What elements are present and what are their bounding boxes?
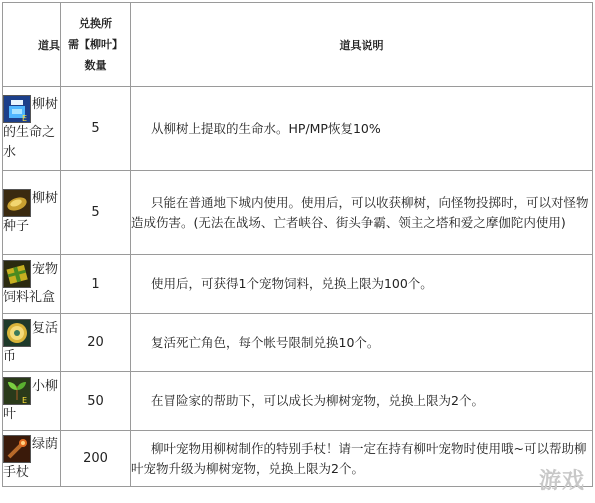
header-qty — [61, 3, 131, 87]
seed-icon — [3, 189, 31, 217]
item-name-cell — [3, 87, 61, 171]
site-watermark: 游戏 — [538, 469, 585, 494]
table-row — [3, 171, 593, 255]
item-qty: 5 — [61, 87, 131, 171]
item-name-cell — [3, 314, 61, 372]
header-row — [3, 3, 593, 87]
item-qty: 1 — [61, 255, 131, 314]
item-name: 柳树种子 — [3, 190, 59, 234]
item-desc — [131, 314, 593, 372]
item-name-cell — [3, 171, 61, 255]
table-row — [3, 372, 593, 431]
item-qty: 200 — [61, 431, 131, 487]
item-qty: 20 — [61, 314, 131, 372]
item-exchange-table — [2, 2, 593, 487]
svg-text:E: E — [22, 396, 28, 404]
header-qty-line3: 数量 — [84, 59, 107, 72]
item-desc-text: 从柳树上提取的生命水。HP/MP恢复10% — [151, 120, 381, 136]
item-name-cell — [3, 255, 61, 314]
item-name-cell — [3, 372, 61, 431]
header-desc: 道具说明 — [131, 3, 593, 87]
blue-potion-icon — [3, 95, 31, 123]
item-name: 复活币 — [3, 320, 59, 364]
item-qty: 50 — [61, 372, 131, 431]
item-qty: 5 — [61, 171, 131, 255]
item-desc-text: 柳叶宠物用柳树制作的特别手杖！请一定在持有柳叶宠物时使用哦~可以帮助柳叶宠物升级为柳树宠物，兑换上限为2个。 — [131, 440, 587, 476]
item-desc — [131, 171, 593, 255]
item-desc — [131, 87, 593, 171]
item-desc-text: 使用后，可获得1个宠物饲料，兑换上限为100个。 — [151, 276, 433, 291]
item-desc — [131, 431, 593, 487]
coin-icon — [3, 319, 31, 347]
header-qty-line1: 兑换所 — [79, 17, 112, 30]
staff-icon — [3, 435, 31, 463]
item-desc — [131, 372, 593, 431]
item-desc-text: 在冒险家的帮助下，可以成长为柳树宠物，兑换上限为2个。 — [151, 393, 484, 408]
gift-box-icon — [3, 260, 31, 288]
item-name-cell — [3, 431, 61, 487]
item-name: 小柳叶 — [3, 379, 59, 422]
item-name: 宠物饲料礼盒 — [3, 262, 59, 305]
item-desc — [131, 255, 593, 314]
svg-text:E: E — [22, 113, 28, 122]
header-item: 道具 — [3, 3, 61, 87]
item-name: 绿荫手杖 — [3, 436, 59, 480]
table-row — [3, 431, 593, 487]
sprout-icon — [3, 377, 31, 405]
header-qty-line2: 需【柳叶】 — [68, 38, 123, 51]
table-row — [3, 87, 593, 171]
table-row — [3, 255, 593, 314]
item-name: 柳树的生命之水 — [3, 96, 59, 160]
table-row — [3, 314, 593, 372]
item-desc-text: 只能在普通地下城内使用。使用后，可以收获柳树，向怪物投掷时，可以对怪物造成伤害。(无法在战场、亡者峡谷、街头争霸、领主之塔和爱之摩伽陀内使用) — [131, 194, 589, 230]
item-desc-text: 复活死亡角色，每个帐号限制兑换10个。 — [151, 334, 380, 350]
